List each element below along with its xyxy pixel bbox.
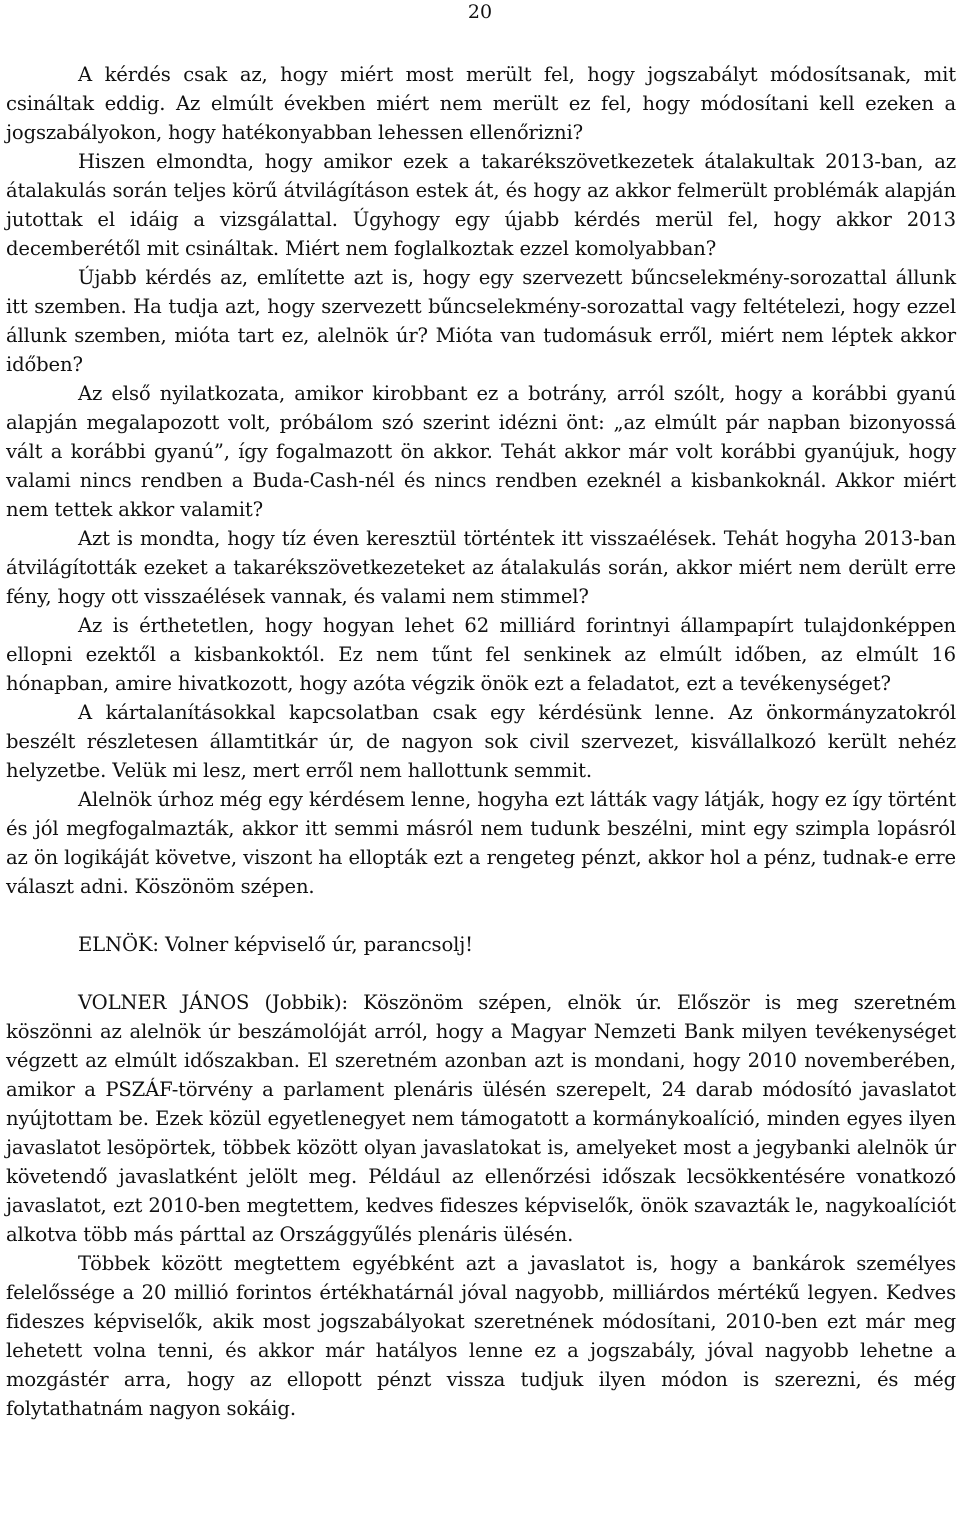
paragraph: Többek között megtettem egyébként azt a javaslatot is, hogy a bankárok személyes felelőssége a 20 millió forintos értékhatárnál jóval nagyobb, milliárdos mértékű legyen. Kedves fideszes képviselők, akik most jogszabályokat szeretnének módosítani, 2010-ben ezt már meg lehetett volna tenni, és akkor már hatályos lenne ez a jogszabály, jóval nagyobb lehetne a mozgástér arra, hogy az ellopott pénzt vissza tudjuk ilyen módon is szerezni, és még folytathatnám nagyon sokáig. xyxy=(6,1252,956,1420)
document-body xyxy=(6,60,956,1423)
paragraph: Az első nyilatkozata, amikor kirobbant ez a botrány, arról szólt, hogy a korábbi gyanú alapján megalapozott volt, próbálom szó szerint idézni önt: „az elmúlt pár napban bizonyossá vált a korábbi gyanú”, így fogalmazott ön akkor. Tehát akkor már volt korábbi gyanújuk, hogy valami nincs rendben a Buda-Cash-nél és nincs rendben ezeknél a kisbankoknál. Akkor miért nem tettek akkor valamit? xyxy=(6,382,956,521)
paragraph: A kártalanításokkal kapcsolatban csak egy kérdésünk lenne. Az önkormányzatokról beszélt részletesen államtitkár úr, de nagyon sok civil szervezet, kisvállalkozó került nehéz helyzetbe. Velük mi lesz, mert erről nem hallottunk semmit. xyxy=(6,701,956,782)
paragraph: Az is érthetetlen, hogy hogyan lehet 62 milliárd forintnyi állampapírt tulajdonképpen ellopni ezektől a kisbankoktól. Ez nem tűnt fel senkinek az elmúlt időben, az elmúlt 16 hónapban, amire hivatkozott, hogy azóta végzik önök ezt a feladatot, ezt a tevékenységet? xyxy=(6,614,956,695)
page-number: 20 xyxy=(467,1,493,23)
speaker-paragraph-volner: VOLNER JÁNOS (Jobbik): Köszönöm szépen, elnök úr. Először is meg szeretném köszönni az alelnök úr beszámolóját arról, hogy a Magyar Nemzeti Bank milyen tevékenységet végzett az elmúlt időszakban. El szeretném azonban azt is mondani, hogy 2010 novemberében, amikor a PSZÁF-törvény a parlament plenáris ülésén szerepelt, 24 darab módosító javaslatot nyújtottam be. Ezek közül egyetlenegyet nem támogatott a kormánykoalíció, minden egyes ilyen javaslatot lesöpörtek, többek között olyan javaslatokat is, amelyeket most a jegybanki alelnök úr követendő javaslatként jelölt meg. Például az ellenőrzési időszak lecsökkentésére vonatkozó javaslatot, ezt 2010-ben megtettem, kedves fideszes képviselők, önök szavazták le, nagykoalíciót alkotva több más párttal az Országgyűlés plenáris ülésén. xyxy=(6,991,956,1246)
paragraph: A kérdés csak az, hogy miért most merült fel, hogy jogszabályt módosítsanak, mit csináltak eddig. Az elmúlt években miért nem merült ez fel, hogy módosítani kell ezeken a jogszabályokon, hogy hatékonyabban lehessen ellenőrizni? xyxy=(6,63,956,144)
paragraph: Azt is mondta, hogy tíz éven keresztül történtek itt visszaélések. Tehát hogyha 2013-ban átvilágították ezeket a takarékszövetkezeteket az átalakulás során, akkor miért nem derült erre fény, hogy ott visszaélések vannak, és valami nem stimmel? xyxy=(6,527,956,608)
paragraph: Alelnök úrhoz még egy kérdésem lenne, hogyha ezt látták vagy látják, hogy ez így történt és jól megfogalmazták, akkor itt semmi másról nem tudunk beszélni, mint egy szimpla lopásról az ön logikáját követve, viszont ha ellopták ezt a rengeteg pénzt, akkor hol a pénz, tudnak-e erre választ adni. Köszönöm szépen. xyxy=(6,788,956,898)
paragraph: Újabb kérdés az, említette azt is, hogy egy szervezett bűncselekmény-sorozattal állunk itt szemben. Ha tudja azt, hogy szervezett bűncselekmény-sorozattal vagy feltételezi, hogy ezzel állunk szemben, mióta tart ez, alelnök úr? Mióta van tudomásuk erről, miért nem léptek akkor időben? xyxy=(6,266,956,376)
paragraph: Hiszen elmondta, hogy amikor ezek a takarékszövetkezetek átalakultak 2013-ban, az átalakulás során teljes körű átvilágításon estek át, és hogy az akkor felmerült problémák alapján jutottak el idáig a vizsgálattal. Úgyhogy egy újabb kérdés merül fel, hogy akkor 2013 decemberétől mit csináltak. Miért nem foglalkoztak ezzel komolyabban? xyxy=(6,150,956,260)
speaker-paragraph-chair: ELNÖK: Volner képviselő úr, parancsolj! xyxy=(78,933,473,956)
